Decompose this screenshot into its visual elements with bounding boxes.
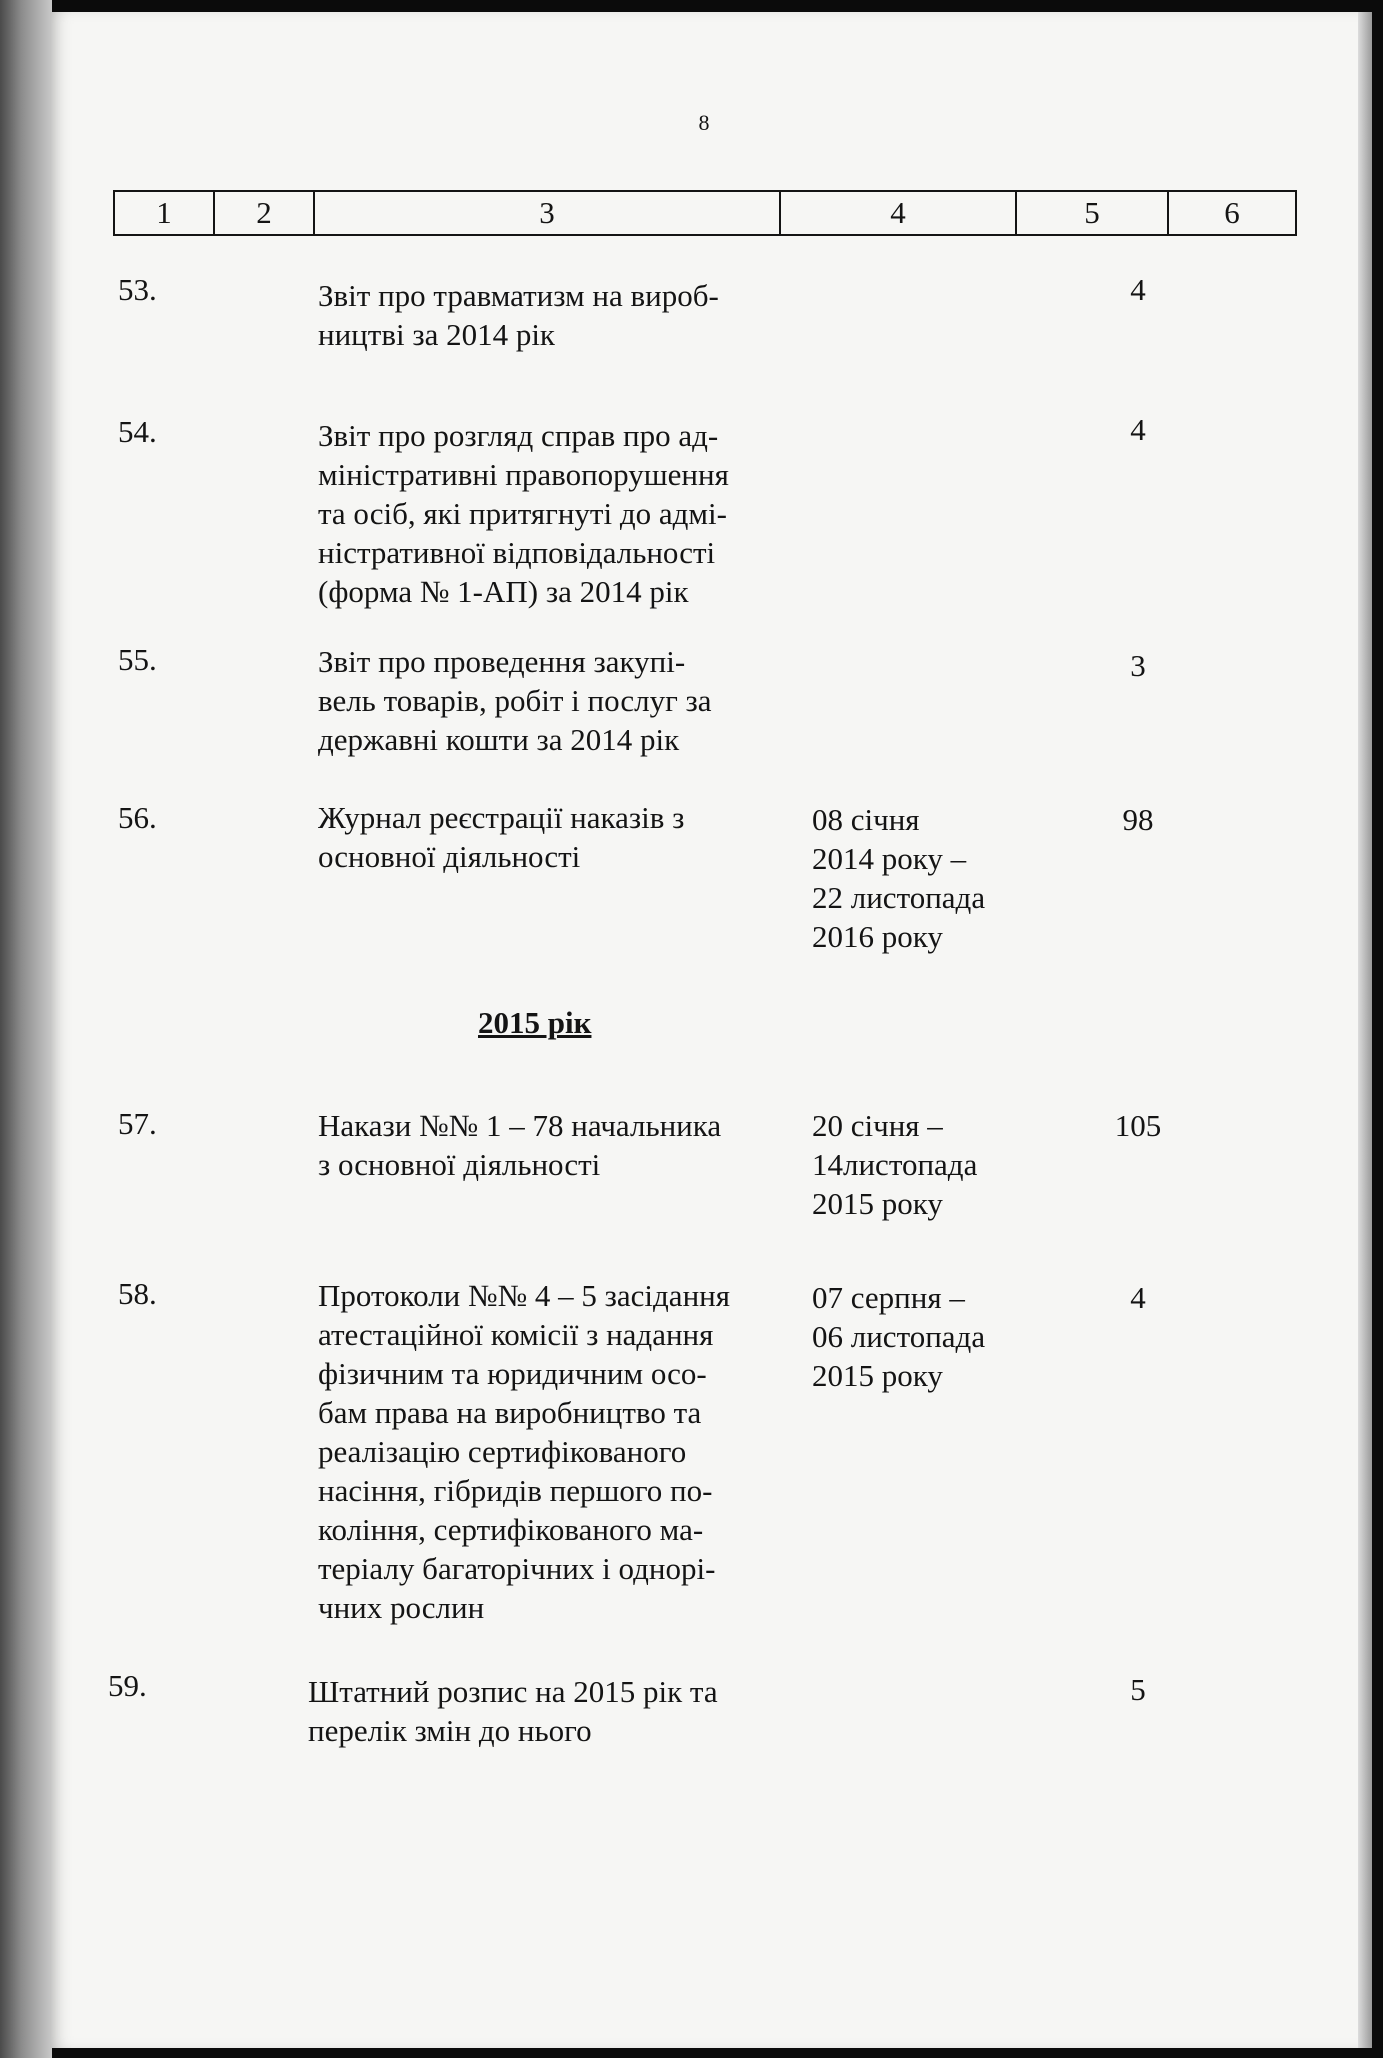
entry-number: 55. (118, 642, 157, 677)
description-line: чних рослин (318, 1590, 485, 1625)
description-line: вель товарів, робіт і послуг за (318, 683, 712, 718)
description-line: Журнал реєстрації наказів з (318, 800, 685, 835)
entry-quantity: 4 (1130, 1280, 1146, 1315)
description-line: Звіт про проведення закупі- (318, 644, 686, 679)
date-line: 14листопада (812, 1147, 978, 1182)
entry-dates (812, 1106, 1052, 1223)
description-line: фізичним та юридичним осо- (318, 1356, 707, 1391)
description-line: ністративної відповідальності (318, 535, 716, 570)
description-line: основної діяльності (318, 839, 581, 874)
header-cell: 5 (1016, 191, 1168, 235)
description-line: Штатний розпис на 2015 рік та (308, 1674, 718, 1709)
entry-description (318, 1106, 838, 1184)
description-line: державні кошти за 2014 рік (318, 722, 680, 757)
description-line: атестаційної комісії з надання (318, 1317, 714, 1352)
description-line: та осіб, які притягнуті до адмі- (318, 496, 727, 531)
entry-quantity: 105 (1114, 1108, 1162, 1143)
entry-description (318, 1276, 838, 1627)
entry-dates (812, 800, 1052, 956)
section-heading-year: 2015 рік (478, 1005, 592, 1040)
entry-quantity: 3 (1130, 648, 1146, 683)
entry-description (318, 798, 838, 876)
description-line: перелік змін до нього (308, 1713, 592, 1748)
entry-quantity: 4 (1130, 272, 1146, 307)
entry-description (308, 1672, 828, 1750)
date-line: 2015 року (812, 1358, 943, 1393)
description-line: з основної діяльності (318, 1147, 601, 1182)
entry-number: 59. (108, 1668, 147, 1703)
entry-description (318, 276, 838, 354)
entry-dates (812, 1278, 1052, 1395)
description-line: реалізацію сертифікованого (318, 1434, 687, 1469)
document-page (50, 12, 1358, 2048)
page-stack-edge (1358, 12, 1372, 2048)
book-binding-edge (0, 0, 52, 2058)
description-line: міністративні правопорушення (318, 457, 729, 492)
description-line: Накази №№ 1 – 78 начальника (318, 1108, 722, 1143)
header-cell: 2 (214, 191, 314, 235)
date-line: 06 листопада (812, 1319, 986, 1354)
entry-quantity: 5 (1130, 1672, 1146, 1707)
date-line: 07 серпня – (812, 1280, 965, 1315)
description-line: (форма № 1-АП) за 2014 рік (318, 574, 689, 609)
entry-description (318, 642, 838, 759)
description-line: бам права на виробництво та (318, 1395, 702, 1430)
entry-number: 56. (118, 800, 157, 835)
date-line: 20 січня – (812, 1108, 943, 1143)
header-cell: 4 (780, 191, 1016, 235)
date-line: 08 січня (812, 802, 920, 837)
header-cell: 3 (314, 191, 780, 235)
entry-quantity: 98 (1122, 802, 1154, 837)
entry-number: 54. (118, 414, 157, 449)
date-line: 2014 року – (812, 841, 967, 876)
description-line: коління, сертифікованого ма- (318, 1512, 704, 1547)
header-cell: 1 (114, 191, 214, 235)
description-line: теріалу багаторічних і одноpі- (318, 1551, 716, 1586)
description-line: насіння, гібридів першого по- (318, 1473, 713, 1508)
description-line: Протоколи №№ 4 – 5 засідання (318, 1278, 731, 1313)
header-row (114, 191, 1296, 235)
description-line: Звіт про травматизм на вироб- (318, 278, 719, 313)
date-line: 2016 року (812, 919, 943, 954)
entry-number: 57. (118, 1106, 157, 1141)
description-line: ництві за 2014 рік (318, 317, 555, 352)
entry-number: 53. (118, 272, 157, 307)
date-line: 2015 року (812, 1186, 943, 1221)
entry-description (318, 416, 838, 611)
header-cell: 6 (1168, 191, 1296, 235)
entry-number: 58. (118, 1276, 157, 1311)
page-number: 8 (698, 110, 710, 135)
entry-quantity: 4 (1130, 412, 1146, 447)
description-line: Звіт про розгляд справ про ад- (318, 418, 719, 453)
date-line: 22 листопада (812, 880, 986, 915)
column-header-table (113, 190, 1297, 236)
